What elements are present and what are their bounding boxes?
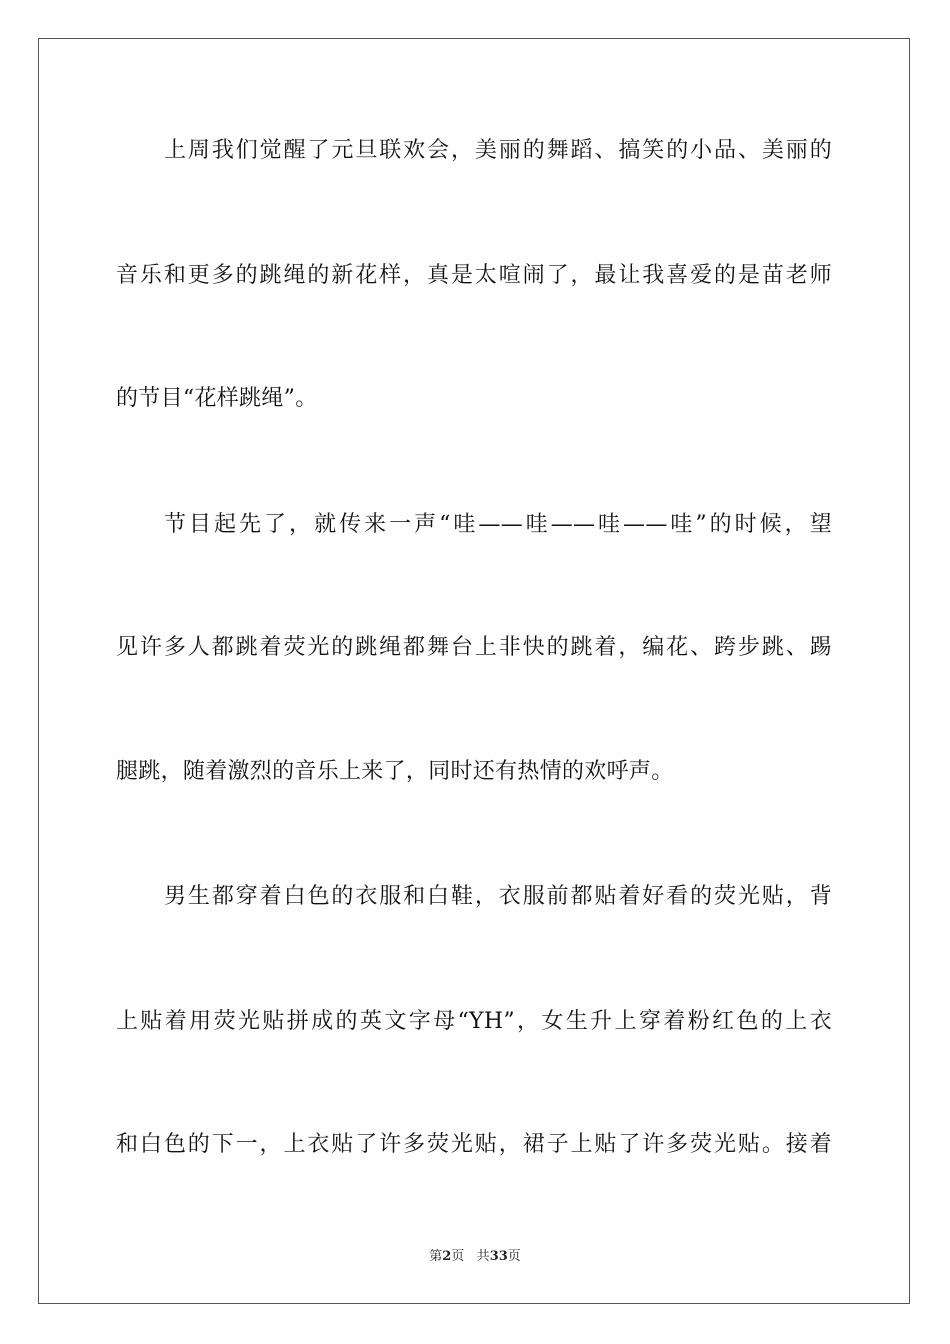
paragraph-2-line-1: 节目起先了，就传来一声“哇——哇——哇——哇”的时候，望	[164, 512, 832, 537]
paragraph-1-line-3: 的节目“花样跳绳”。	[116, 386, 318, 411]
footer-total-pages: 33	[489, 1249, 508, 1264]
paragraph-1-line-2: 音乐和更多的跳绳的新花样，真是太喧闹了，最让我喜爱的是苗老师	[116, 263, 832, 288]
footer-total-suffix: 页	[507, 1249, 521, 1264]
footer-total-prefix: 共	[476, 1249, 490, 1264]
paragraph-3-line-2: 上贴着用荧光贴拼成的英文字母“YH”，女生升上穿着粉红色的上衣	[116, 1009, 832, 1034]
paragraph-2-line-2: 见许多人都跳着荧光的跳绳都舞台上非快的跳着，编花、跨步跳、踢	[116, 635, 832, 660]
footer-page-prefix: 第	[429, 1249, 443, 1264]
paragraph-3-line-1: 男生都穿着白色的衣服和白鞋，衣服前都贴着好看的荧光贴，背	[164, 884, 832, 909]
paragraph-1-line-1: 上周我们觉醒了元旦联欢会，美丽的舞蹈、搞笑的小品、美丽的	[164, 138, 832, 163]
paragraph-2-line-3: 腿跳，随着激烈的音乐上来了，同时还有热情的欢呼声。	[116, 759, 674, 784]
footer-page-number: 2	[442, 1249, 452, 1264]
page-border	[38, 38, 910, 1304]
footer-page-suffix: 页	[451, 1249, 465, 1264]
paragraph-3-line-3: 和白色的下一，上衣贴了许多荧光贴，裙子上贴了许多荧光贴。接着	[116, 1132, 832, 1157]
page-footer	[0, 1248, 950, 1266]
